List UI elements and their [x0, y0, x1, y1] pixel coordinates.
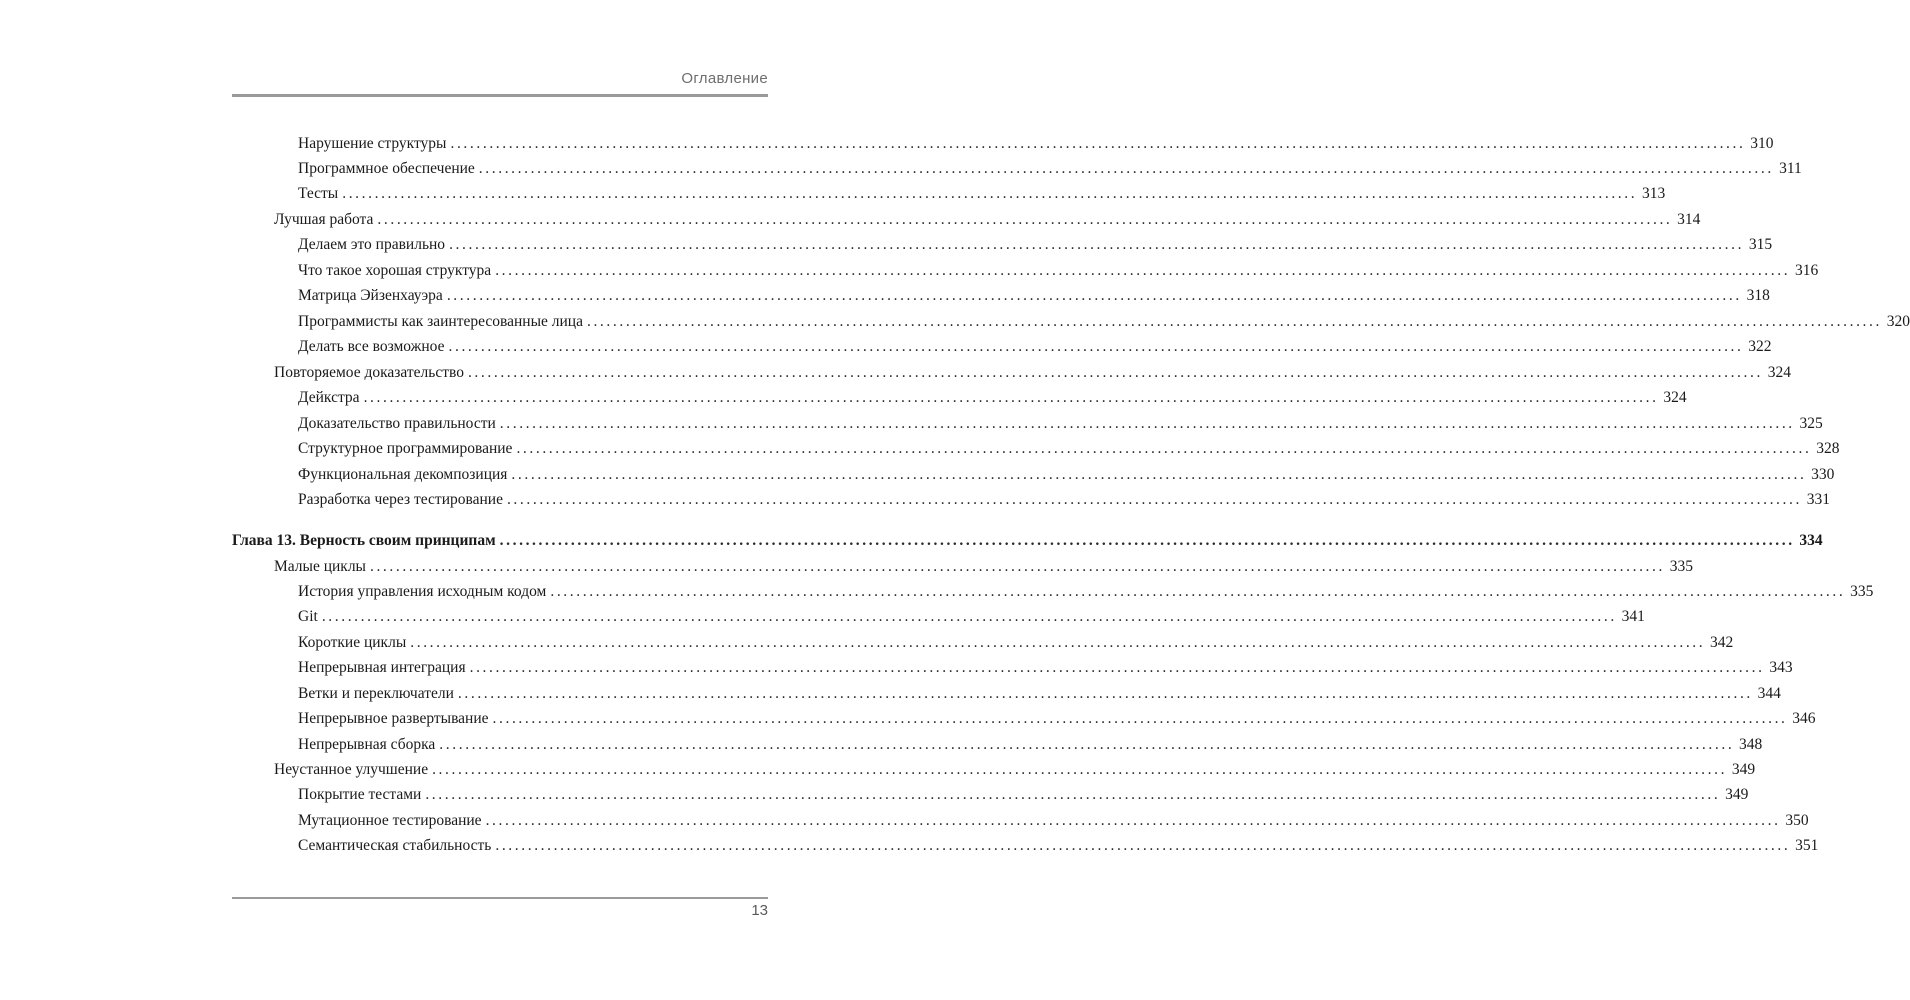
toc-entry[interactable] [298, 261, 1819, 281]
toc-entry-page: 335 [1850, 583, 1874, 600]
toc-entry-title: Ветки и переключатели [298, 685, 454, 702]
toc-entry-page: 318 [1746, 287, 1770, 304]
toc-entry-title: Лучшая работа [274, 211, 374, 228]
toc-entry[interactable] [298, 735, 1763, 755]
toc-chapter-title: Глава 13. Верность своим принципам [232, 532, 496, 549]
toc-entry-title: Матрица Эйзенхауэра [298, 287, 443, 304]
toc-leader: ........................................................................................................................................................................................................ [342, 185, 1638, 202]
toc-entry-page: 349 [1725, 786, 1749, 803]
toc-leader: ........................................................................................................................................................................................................ [586, 313, 1882, 330]
toc-leader: ........................................................................................................................................................................................................ [410, 634, 1706, 651]
toc-entry-title: Делать все возможное [298, 338, 445, 355]
toc-leader: ........................................................................................................................................................................................................ [377, 211, 1673, 228]
toc-entry-title: История управления исходным кодом [298, 583, 547, 600]
toc-entry-title: Что такое хорошая структура [298, 262, 492, 279]
toc-entry-title: Программное обеспечение [298, 160, 475, 177]
toc-entry[interactable] [298, 286, 1770, 306]
toc-entry-page: 310 [1750, 135, 1774, 152]
toc-entry[interactable] [298, 414, 1823, 434]
toc-leader: ........................................................................................................................................................................................................ [369, 558, 1665, 575]
toc-leader: ........................................................................................................................................................................................................ [499, 532, 1795, 549]
toc-entry-title: Тесты [298, 185, 339, 202]
toc-entry[interactable] [298, 785, 1749, 805]
toc-entry[interactable] [298, 235, 1773, 255]
toc-entry[interactable] [298, 836, 1819, 856]
toc-entry-page: 330 [1811, 466, 1835, 483]
toc-entry[interactable] [274, 557, 1693, 577]
toc-entry-title: Повторяемое доказательство [274, 364, 464, 381]
toc-leader: ........................................................................................................................................................................................................ [449, 236, 1745, 253]
toc-entry-title: Мутационное тестирование [298, 812, 482, 829]
toc-entry[interactable] [298, 337, 1772, 357]
toc-entry-title: Неустанное улучшение [274, 761, 429, 778]
toc-entry-page: 331 [1806, 491, 1830, 508]
toc-leader: ........................................................................................................................................................................................................ [467, 364, 1763, 381]
toc-entry-page: 341 [1621, 608, 1645, 625]
toc-entry[interactable] [298, 658, 1793, 678]
toc-entry-page: 351 [1795, 837, 1819, 854]
page-number: 13 [751, 902, 768, 919]
toc-entry[interactable] [274, 760, 1756, 780]
toc-entry-title: Программисты как заинтересованные лица [298, 313, 583, 330]
toc-entry-page: 328 [1816, 440, 1840, 457]
toc-entry-page: 320 [1886, 313, 1910, 330]
toc-entry[interactable] [298, 490, 1830, 510]
toc-entry-page: 349 [1731, 761, 1756, 778]
toc-leader: ........................................................................................................................................................................................................ [450, 135, 1746, 152]
toc-entry-page: 316 [1794, 262, 1819, 279]
toc-entry-page: 343 [1769, 659, 1793, 676]
toc-entry[interactable] [298, 582, 1874, 602]
toc-entry-page: 342 [1710, 634, 1734, 651]
toc-entry-title: Функциональная декомпозиция [298, 466, 508, 483]
toc-entry-title: Git [298, 608, 318, 625]
toc-entry-title: Делаем это правильно [298, 236, 446, 253]
toc-entry-title: Непрерывная сборка [298, 736, 436, 753]
toc-leader: ........................................................................................................................................................................................................ [506, 491, 1802, 508]
toc-entry-page: 324 [1663, 389, 1687, 406]
toc-entry[interactable] [298, 184, 1666, 204]
toc-leader: ........................................................................................................................................................................................................ [425, 786, 1721, 803]
toc-leader: ........................................................................................................................................................................................................ [511, 466, 1807, 483]
toc-entry-title: Нарушение структуры [298, 135, 447, 152]
toc-entry-page: 315 [1748, 236, 1773, 253]
toc-leader: ........................................................................................................................................................................................................ [321, 608, 1617, 625]
toc-entry[interactable] [298, 388, 1687, 408]
toc-leader: ........................................................................................................................................................................................................ [499, 415, 1795, 432]
toc-leader: ........................................................................................................................................................................................................ [550, 583, 1846, 600]
toc-leader: ........................................................................................................................................................................................................ [495, 837, 1791, 854]
toc-entry-page: 344 [1757, 685, 1781, 702]
toc-entry[interactable] [274, 363, 1791, 383]
toc-leader: ........................................................................................................................................................................................................ [457, 685, 1753, 702]
toc-entry[interactable] [298, 811, 1809, 831]
toc-leader: ........................................................................................................................................................................................................ [495, 262, 1791, 279]
running-head-title: Оглавление [681, 70, 768, 87]
toc-entry-page: 313 [1641, 185, 1666, 202]
toc-entry-title: Структурное программирование [298, 440, 513, 457]
toc-entry-page: 325 [1799, 415, 1823, 432]
toc-entry[interactable] [298, 607, 1645, 627]
toc-entry-page: 346 [1792, 710, 1816, 727]
toc-entry[interactable] [298, 633, 1734, 653]
toc-chapter-page: 334 [1799, 532, 1823, 549]
toc-entry-title: Короткие циклы [298, 634, 407, 651]
toc-entry-page: 314 [1677, 211, 1701, 228]
toc-leader: ........................................................................................................................................................................................................ [516, 440, 1812, 457]
toc-entry[interactable] [298, 709, 1816, 729]
toc-entry-title: Дейкстра [298, 389, 360, 406]
toc-entry-page: 322 [1748, 338, 1772, 355]
toc-entry-page: 324 [1767, 364, 1791, 381]
footer-rule [232, 897, 768, 899]
toc-chapter-entry[interactable] [232, 531, 1823, 551]
toc-entry-page: 335 [1669, 558, 1693, 575]
toc-entry-page: 311 [1779, 160, 1802, 177]
toc-entry[interactable] [298, 465, 1835, 485]
toc-leader: ........................................................................................................................................................................................................ [485, 812, 1781, 829]
toc-entry[interactable] [298, 159, 1802, 179]
toc-entry-page: 348 [1739, 736, 1763, 753]
toc-entry[interactable] [298, 684, 1781, 704]
toc-leader: ........................................................................................................................................................................................................ [469, 659, 1765, 676]
toc-leader: ........................................................................................................................................................................................................ [363, 389, 1659, 406]
toc-entry-title: Малые циклы [274, 558, 366, 575]
toc-leader: ........................................................................................................................................................................................................ [448, 338, 1744, 355]
toc-entry[interactable] [298, 439, 1840, 459]
toc-entry-title: Семантическая стабильность [298, 837, 492, 854]
toc-entry[interactable] [298, 134, 1774, 154]
toc-leader: ........................................................................................................................................................................................................ [439, 736, 1735, 753]
toc-entry-title: Покрытие тестами [298, 786, 422, 803]
toc-leader: ........................................................................................................................................................................................................ [432, 761, 1728, 778]
toc-entry-title: Разработка через тестирование [298, 491, 503, 508]
toc-entry[interactable] [274, 210, 1701, 230]
toc-leader: ........................................................................................................................................................................................................ [446, 287, 1742, 304]
toc-entry-title: Непрерывное развертывание [298, 710, 489, 727]
toc-leader: ........................................................................................................................................................................................................ [478, 160, 1774, 177]
toc-entry[interactable] [298, 312, 1910, 332]
toc-entry-title: Доказательство правильности [298, 415, 496, 432]
toc-leader: ........................................................................................................................................................................................................ [492, 710, 1788, 727]
toc-entry-page: 350 [1785, 812, 1809, 829]
toc-entry-title: Непрерывная интеграция [298, 659, 466, 676]
